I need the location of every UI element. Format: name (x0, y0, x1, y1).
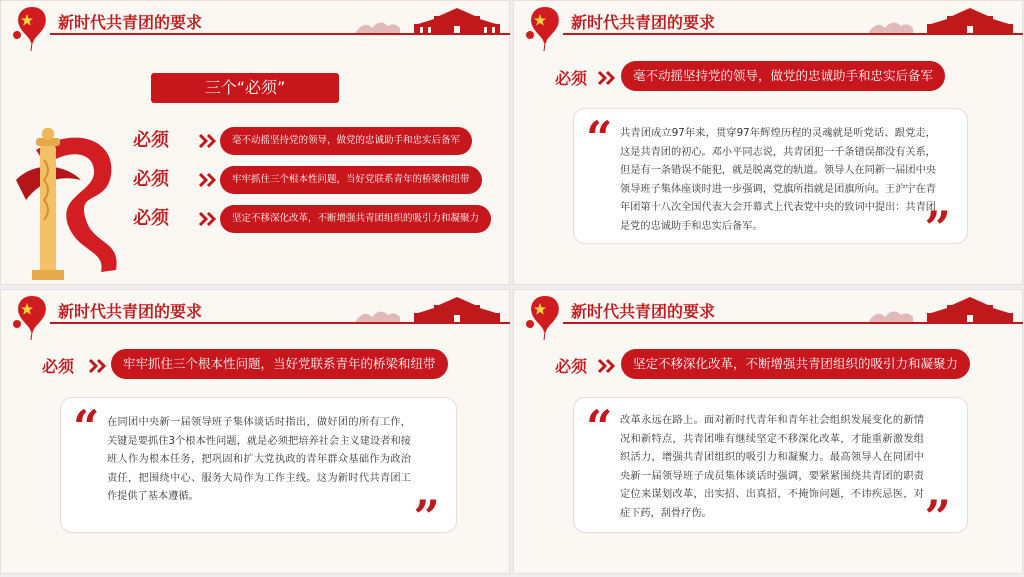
quote-card (573, 108, 968, 255)
must-label: 必须 (555, 69, 588, 88)
must-pill: 坚定不移深化改革，不断增强共青团组织的吸引力和凝聚力 (220, 205, 491, 233)
must-label: 必须 (133, 130, 169, 151)
tiananmen-skyline-icon (354, 6, 504, 34)
must-pill: 牢牢抓住三个根本性问题，当好党联系青年的桥梁和纽带 (111, 349, 448, 379)
close-quote-icon: ” (924, 490, 951, 544)
slide-detail-3[interactable] (513, 289, 1023, 574)
star-balloon-icon (12, 5, 52, 51)
open-quote-icon: “ (586, 400, 613, 454)
slide-overview[interactable] (0, 0, 510, 285)
open-quote-icon: “ (586, 111, 613, 165)
quote-text: 改革永远在路上。面对新时代青年和青年社会组织发展变化的新情况和新特点，共青团唯有继续坚定不移深化改革，才能重新激发组织活力，增强共青团组织的吸引力和凝聚力。最高领导人在同团中央新一届领导班子成员集体谈话时强调，要紧紧围绕共青团的职责定位来谋划改革，出实招、出真招，不掩饰问题，不讳疾忌医，对症下药，刮骨疗伤。 (620, 415, 924, 519)
must-pill: 坚定不移深化改革，不断增强共青团组织的吸引力和凝聚力 (621, 349, 970, 379)
double-chevron-icon (597, 70, 617, 86)
double-chevron-icon (88, 358, 108, 374)
quote-text: 在同团中央新一届领导班子集体谈话时指出，做好团的所有工作，关键是要抓住3个根本性问题，就是必须把培养社会主义建设者和接班人作为根本任务，把巩固和扩大党执政的青年群众基础作为政治责任，把围绕中心、服务大局作为工作主线。这为新时代共青团工作提供了基本遵循。 (107, 417, 411, 502)
slide-detail-1[interactable] (513, 0, 1023, 285)
must-row-1[interactable] (0, 125, 510, 157)
must-label: 必须 (42, 357, 75, 376)
tiananmen-skyline-icon (867, 295, 1017, 323)
double-chevron-icon (597, 358, 617, 374)
star-balloon-icon (525, 294, 565, 340)
must-pill: 毫不动摇坚持党的领导，做党的忠诚助手和忠实后备军 (621, 61, 945, 91)
quote-card (573, 397, 968, 544)
close-quote-icon: ” (413, 490, 440, 544)
header-title: 新时代共青团的要求 (58, 302, 203, 321)
must-label: 必须 (555, 357, 588, 376)
quote-text: 共青团成立97年来，贯穿97年辉煌历程的灵魂就是听党话、跟党走，这是共青团的初心。邓小平同志说，共青团犯一千条错误都没有关系，但是有一条错误不能犯，就是脱离党的轨道。领导人在同新一届团中央领导班子集体座谈时进一步强调，党旗所指就是团旗所向。王沪宁在青年团第十八次全国代表大会开幕式上代表党中央的致词中提出：共青团是党的忠诚助手和忠实后备军。 (620, 128, 936, 232)
must-pill: 牢牢抓住三个根本性问题，当好党联系青年的桥梁和纽带 (220, 166, 482, 194)
must-pill: 毫不动摇坚持党的领导，做党的忠诚助手和忠实后备军 (220, 127, 472, 155)
open-quote-icon: “ (73, 400, 100, 454)
close-quote-icon: ” (924, 201, 951, 255)
double-chevron-icon (198, 211, 218, 227)
header-title: 新时代共青团的要求 (58, 13, 203, 32)
star-balloon-icon (12, 294, 52, 340)
quote-card (60, 397, 457, 544)
star-balloon-icon (525, 5, 565, 51)
must-label: 必须 (133, 169, 169, 190)
double-chevron-icon (198, 172, 218, 188)
tiananmen-skyline-icon (354, 295, 504, 323)
must-label: 必须 (133, 208, 169, 229)
header-title: 新时代共青团的要求 (571, 13, 716, 32)
tiananmen-skyline-icon (867, 6, 1017, 34)
three-musts-heading: 三个“必须” (151, 73, 339, 103)
slide-detail-2[interactable] (0, 289, 510, 574)
must-row-2[interactable] (0, 164, 510, 196)
must-row-3[interactable] (0, 203, 510, 235)
double-chevron-icon (198, 133, 218, 149)
header-title: 新时代共青团的要求 (571, 302, 716, 321)
